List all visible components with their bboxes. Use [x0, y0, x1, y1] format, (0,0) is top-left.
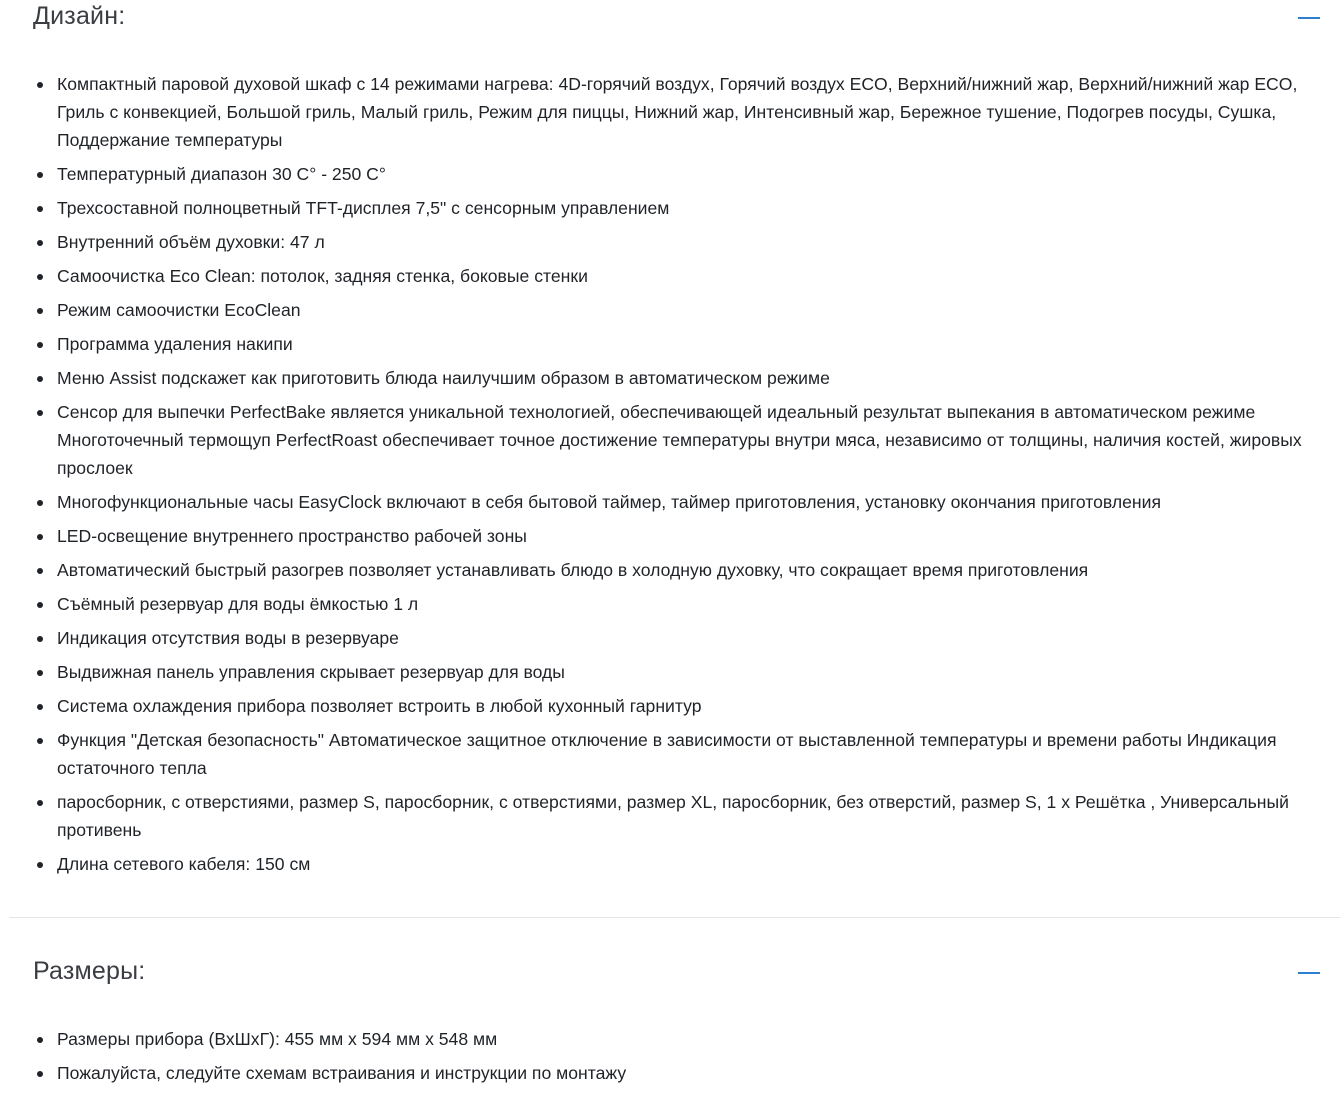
list-item: Режим самоочистки EcoClean: [57, 296, 1340, 324]
list-item: Компактный паровой духовой шкаф с 14 режимами нагрева: 4D-горячий воздух, Горячий воздух ECO, Верхний/нижний жар, Верхний/нижний жар ECO, Гриль с конвекцией, Большой гриль, Малый гриль, Режим для пиццы, Нижний жар, Интенсивный жар, Бережное тушение, Подогрев посуды, Сушка, Поддержание температуры: [57, 70, 1340, 154]
list-item: Автоматический быстрый разогрев позволяет устанавливать блюдо в холодную духовку, что сокращает время приготовления: [57, 556, 1340, 584]
list-item: Индикация отсутствия воды в резервуаре: [57, 624, 1340, 652]
list-item: Программа удаления накипи: [57, 330, 1340, 358]
dimensions-feature-list: [0, 1025, 1340, 1093]
list-item: Длина сетевого кабеля: 150 см: [57, 850, 1340, 878]
list-item: Пожалуйста, следуйте схемам встраивания и инструкции по монтажу: [57, 1059, 1340, 1087]
design-feature-list: [0, 70, 1340, 884]
list-item: Многофункциональные часы EasyClock включают в себя бытовой таймер, таймер приготовления, установку окончания приготовления: [57, 488, 1340, 516]
list-item: паросборник, с отверстиями, размер S, паросборник, с отверстиями, размер XL, паросборник, без отверстий, размер S, 1 x Решётка , Универсальный противень: [57, 788, 1340, 844]
minus-icon[interactable]: [1298, 972, 1320, 974]
list-item: Самоочистка Eco Clean: потолок, задняя стенка, боковые стенки: [57, 262, 1340, 290]
list-item: Температурный диапазон 30 C° - 250 C°: [57, 160, 1340, 188]
list-item: Сенсор для выпечки PerfectBake является уникальной технологией, обеспечивающей идеальный результат выпекания в автоматическом режиме Многоточечный термощуп PerfectRoast обеспечивает точное достижение температуры внутри мяса, независимо от толщины, наличия костей, жировых прослоек: [57, 398, 1340, 482]
design-section-title: Дизайн:: [33, 2, 126, 30]
minus-icon[interactable]: [1298, 17, 1320, 19]
dimensions-section-title: Размеры:: [33, 957, 146, 985]
dimensions-section-header[interactable]: [0, 955, 1340, 995]
list-item: Меню Assist подскажет как приготовить блюда наилучшим образом в автоматическом режиме: [57, 364, 1340, 392]
list-item: LED-освещение внутреннего пространство рабочей зоны: [57, 522, 1340, 550]
design-section-header[interactable]: [0, 0, 1340, 40]
list-item: Трехсоставной полноцветный TFT-дисплея 7,5" с сенсорным управлением: [57, 194, 1340, 222]
section-divider: [9, 917, 1340, 918]
list-item: Размеры прибора (ВхШхГ): 455 мм x 594 мм x 548 мм: [57, 1025, 1340, 1053]
list-item: Система охлаждения прибора позволяет встроить в любой кухонный гарнитур: [57, 692, 1340, 720]
list-item: Функция "Детская безопасность" Автоматическое защитное отключение в зависимости от выставленной температуры и времени работы Индикация остаточного тепла: [57, 726, 1340, 782]
list-item: Внутренний объём духовки: 47 л: [57, 228, 1340, 256]
dimensions-section: [0, 955, 1340, 1083]
list-item: Выдвижная панель управления скрывает резервуар для воды: [57, 658, 1340, 686]
list-item: Съёмный резервуар для воды ёмкостью 1 л: [57, 590, 1340, 618]
